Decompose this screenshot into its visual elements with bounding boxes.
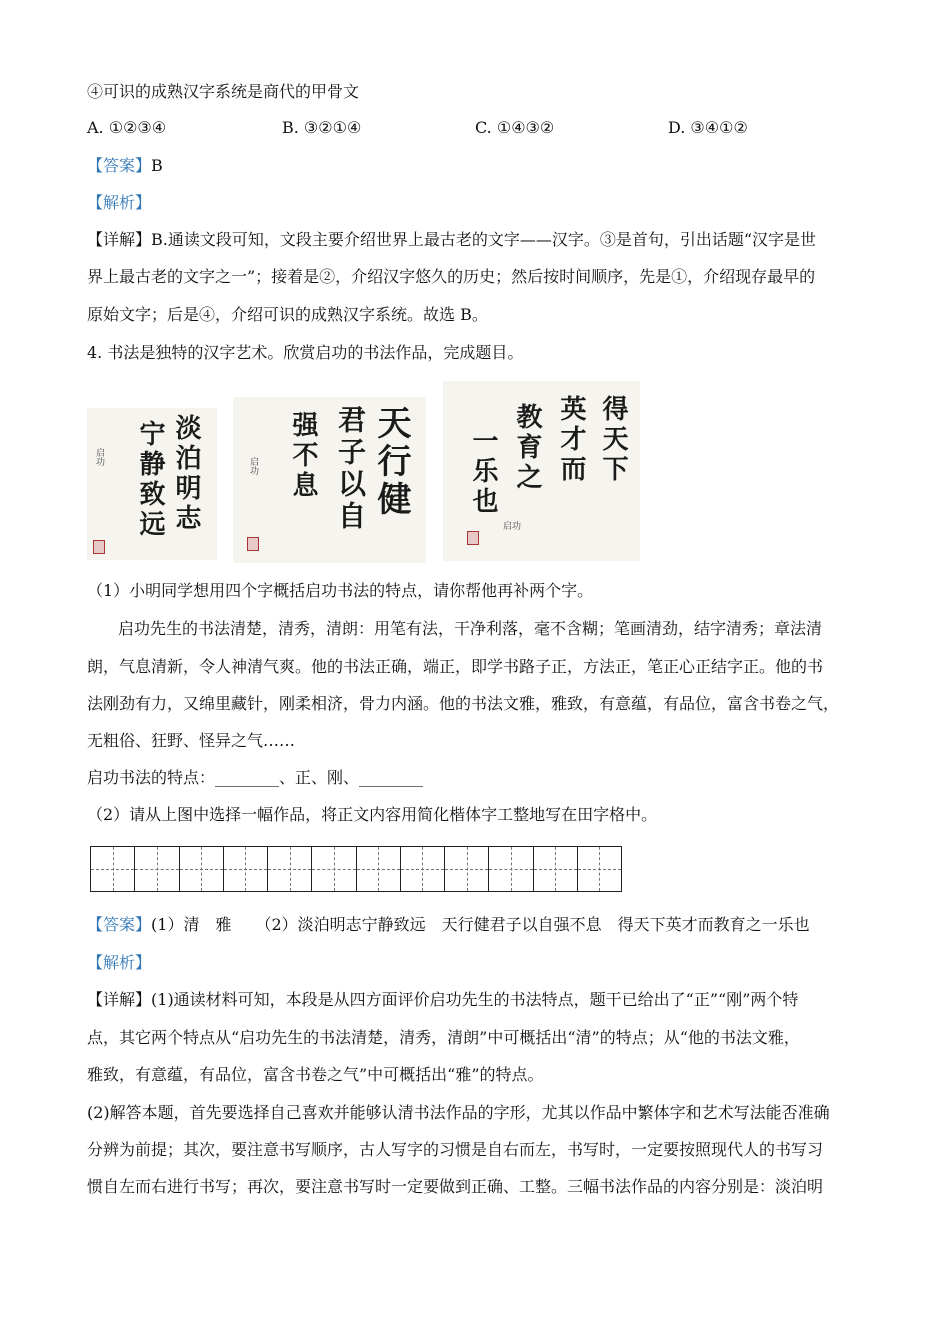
grid-cell[interactable] xyxy=(312,847,356,891)
calligraphy-work-2 xyxy=(233,397,426,563)
work1-col-1: 淡泊明志 xyxy=(171,414,201,534)
grid-cell[interactable] xyxy=(180,847,224,891)
calligraphy-work-1 xyxy=(87,408,217,560)
grid-cell[interactable] xyxy=(578,847,621,891)
seal-icon xyxy=(247,537,259,551)
grid-cell[interactable] xyxy=(135,847,179,891)
detail-tag: 【详解】 xyxy=(87,230,152,249)
q4-detail-line-2: 点，其它两个特点从“启功先生的书法清楚，清秀，清朗”中可概括出“清”的特点；从“他的书法文雅， xyxy=(87,1028,800,1047)
detail-text: (1)通读材料可知，本段是从四方面评价启功先生的书法特点，题干已给出了“正”“刚”两个特 xyxy=(151,990,799,1009)
grid-cell[interactable] xyxy=(489,847,533,891)
q4-detail-line-5: 分辨为前提；其次，要注意书写顺序，古人写字的习惯是自右而左，书写时，一定要按照现代人的书写习 xyxy=(87,1140,824,1159)
q3-detail-line-3: 原始文字；后是④，介绍可识的成熟汉字系统。故选 B。 xyxy=(87,305,488,324)
option-d: D. ③④①② xyxy=(668,118,748,137)
q4-sub2: （2）请从上图中选择一幅作品，将正文内容用简化楷体字工整地写在田字格中。 xyxy=(87,805,658,824)
passage-line-2: 朗，气息清新，令人神清气爽。他的书法正确，端正，即学书路子正，方法正，笔正心正结字正。他的书 xyxy=(87,657,824,676)
calligraphy-work-3 xyxy=(443,381,640,561)
q3-detail-line-1 xyxy=(87,229,816,251)
option-c: C. ①④③② xyxy=(475,118,555,137)
work3-col-2: 英才而 xyxy=(556,395,586,485)
q3-detail-line-2: 界上最古老的文字之一”；接着是②，介绍汉字悠久的历史；然后按时间顺序，先是①，介绍现存最早的 xyxy=(87,267,816,286)
detail-text: B.通读文段可知，文段主要介绍世界上最古老的文字——汉字。③是首句，引出话题“汉字是世 xyxy=(151,230,817,249)
q3-analysis-tag: 【解析】 xyxy=(87,193,152,212)
seal-icon xyxy=(467,531,479,545)
q4-analysis-tag: 【解析】 xyxy=(87,953,152,972)
answer-tag: 【答案】 xyxy=(87,915,152,934)
grid-cell[interactable] xyxy=(445,847,489,891)
seal-icon xyxy=(93,540,105,554)
work1-signature: 启功 xyxy=(94,448,104,466)
q3-answer xyxy=(87,155,163,177)
work3-signature: 启功 xyxy=(503,522,522,532)
q4-title: 4. 书法是独特的汉字艺术。欣赏启功的书法作品，完成题目。 xyxy=(87,343,524,362)
tianzige-grid[interactable] xyxy=(90,846,622,892)
work2-col-1: 天行健 xyxy=(371,405,411,519)
grid-cell[interactable] xyxy=(91,847,135,891)
work3-col-1: 得天下 xyxy=(598,395,628,485)
grid-cell[interactable] xyxy=(224,847,268,891)
grid-cell[interactable] xyxy=(268,847,312,891)
q4-sub1: （1）小明同学想用四个字概括启功书法的特点，请你帮他再补两个字。 xyxy=(87,581,594,600)
q3-item4: ④可识的成熟汉字系统是商代的甲骨文 xyxy=(87,82,360,101)
grid-cell[interactable] xyxy=(357,847,401,891)
work1-col-2: 宁静致远 xyxy=(135,420,165,540)
q4-detail-line-1 xyxy=(87,989,798,1011)
answer-value: (1）清 雅 （2）淡泊明志宁静致远 天行健君子以自强不息 得天下英才而教育之一乐也 xyxy=(151,915,810,934)
work3-col-3: 教育之 xyxy=(512,403,542,493)
q4-fill-blank: 启功书法的特点：________、正、刚、________ xyxy=(87,768,424,787)
grid-cell[interactable] xyxy=(401,847,445,891)
answer-tag: 【答案】 xyxy=(87,156,152,175)
work3-col-4: 一乐也 xyxy=(468,427,498,517)
q4-detail-line-3: 雅致，有意蕴，有品位，富含书卷之气”中可概括出“雅”的特点。 xyxy=(87,1065,544,1084)
work2-col-2: 君子以自 xyxy=(334,405,367,533)
option-b: B. ③②①④ xyxy=(282,118,362,137)
work2-col-3: 强不息 xyxy=(288,411,318,501)
q4-detail-line-6: 惯自左而右进行书写；再次，要注意书写时一定要做到正确、工整。三幅书法作品的内容分别是：淡泊明 xyxy=(87,1177,824,1196)
passage-line-1: 启功先生的书法清楚，清秀，清朗：用笔有法，干净利落，毫不含糊；笔画清劲，结字清秀；章法清 xyxy=(118,619,823,638)
passage-line-3: 法刚劲有力，又绵里藏针，刚柔相济，骨力内涵。他的书法文雅，雅致，有意蕴，有品位，富含书卷之气， xyxy=(87,694,840,713)
q4-detail-line-4: (2)解答本题，首先要选择自己喜欢并能够认清书法作品的字形，尤其以作品中繁体字和艺术写法能否准确 xyxy=(87,1103,830,1122)
passage-line-4: 无粗俗、狂野、怪异之气…… xyxy=(87,731,296,750)
answer-value: B xyxy=(151,156,163,175)
work2-signature: 启功 xyxy=(248,457,258,475)
q4-answer xyxy=(87,914,810,936)
grid-cell[interactable] xyxy=(534,847,578,891)
option-a: A. ①②③④ xyxy=(87,118,167,137)
detail-tag: 【详解】 xyxy=(87,990,152,1009)
